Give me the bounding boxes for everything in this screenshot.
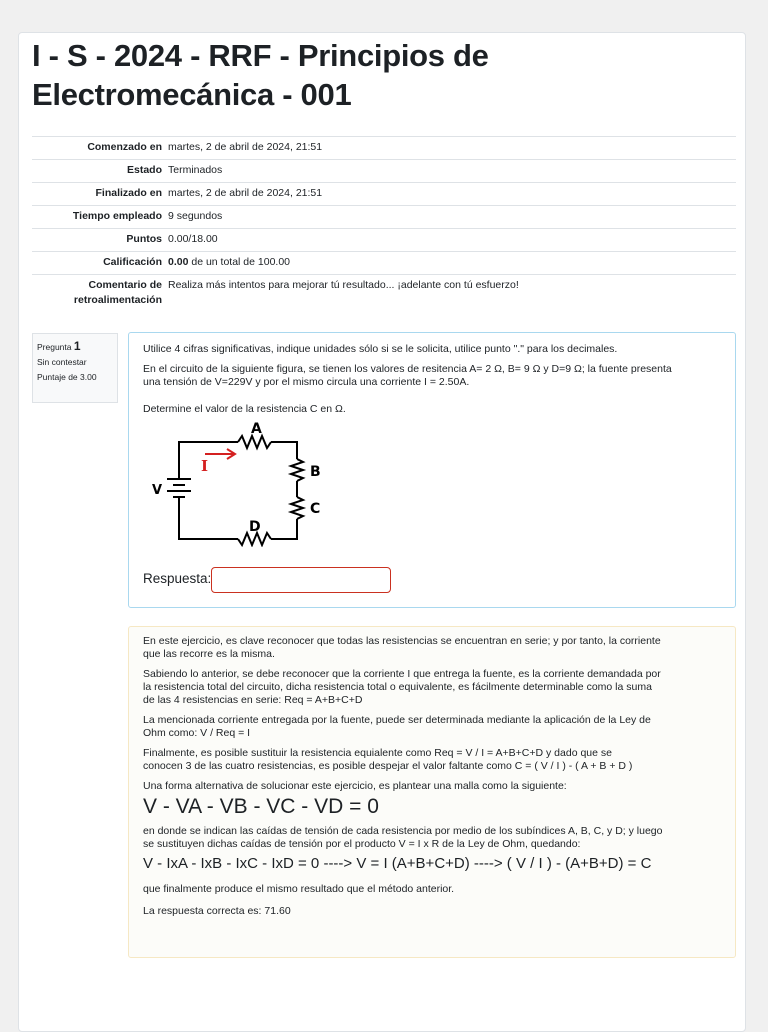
question-label: Pregunta bbox=[37, 342, 72, 352]
question-content bbox=[128, 332, 736, 608]
summary-label-line: retroalimentación bbox=[73, 294, 162, 306]
answer-input[interactable] bbox=[211, 567, 391, 593]
feedback-line: Ohm como: V / Req = I bbox=[143, 727, 251, 739]
label-c: C bbox=[310, 501, 321, 517]
current-arrow bbox=[205, 449, 235, 459]
feedback-line: Finalmente, es posible sustituir la resistencia equialente como Req = V / I = A+B+C+D y dado que se bbox=[143, 747, 612, 759]
grade-value: 0.00 bbox=[168, 256, 189, 268]
wire-left-top bbox=[179, 442, 238, 479]
summary-label: Tiempo empleado bbox=[32, 206, 168, 229]
circuit-wires bbox=[167, 436, 303, 545]
summary-value: Realiza más intentos para mejorar tú resultado... ¡adelante con tú esfuerzo! bbox=[168, 275, 736, 313]
resistor-a bbox=[238, 436, 271, 448]
label-a: A bbox=[251, 421, 262, 437]
summary-value: 0.00/18.00 bbox=[168, 229, 736, 252]
ohm-equation: V - IxA - IxB - IxC - IxD = 0 ----> V = I (A+B+C+D) ----> ( V / I ) - (A+B+D) = C bbox=[143, 855, 652, 872]
circuit-diagram bbox=[143, 417, 333, 547]
correct-answer: La respuesta correcta es: 71.60 bbox=[143, 905, 291, 917]
feedback-line: se sustituyen dichas caídas de tensión por el producto V = I x R de la Ley de Ohm, quedando: bbox=[143, 838, 581, 850]
grade-total: de un total de 100.00 bbox=[188, 256, 291, 268]
wire-bottom-left bbox=[179, 501, 238, 539]
question-score: Puntaje de 3.00 bbox=[37, 372, 97, 382]
feedback-line: en donde se indican las caídas de tensión de cada resistencia por medio de los subíndices A, B, C, y D; y luego bbox=[143, 825, 663, 837]
summary-label: Estado bbox=[32, 160, 168, 183]
summary-row-started bbox=[32, 137, 736, 160]
question-info bbox=[32, 333, 118, 403]
wire-top-right bbox=[271, 442, 297, 459]
question-prompt: Determine el valor de la resistencia C en Ω. bbox=[143, 403, 346, 415]
feedback-line: que las recorre es la misma. bbox=[143, 648, 275, 660]
feedback-line: la resistencia total del circuito, dicha resistencia total o equivalente, es fácilmente determinable como la suma bbox=[143, 681, 652, 693]
question-number bbox=[37, 339, 113, 355]
wire-bottom-right bbox=[271, 519, 297, 539]
summary-value: 9 segundos bbox=[168, 206, 736, 229]
summary-label bbox=[32, 275, 168, 313]
feedback-line: de las 4 resistencias en serie: Req = A+B+C+D bbox=[143, 694, 363, 706]
summary-label: Comenzado en bbox=[32, 137, 168, 160]
label-i: I bbox=[201, 457, 209, 475]
general-feedback bbox=[128, 626, 736, 958]
summary-row-finished bbox=[32, 183, 736, 206]
feedback-line: En este ejercicio, es clave reconocer que todas las resistencias se encuentran en serie; y por tanto, la corriente bbox=[143, 635, 661, 647]
summary-label-line: Comentario de bbox=[88, 279, 162, 291]
resistor-b bbox=[291, 459, 303, 481]
summary-label: Puntos bbox=[32, 229, 168, 252]
label-d: D bbox=[249, 519, 261, 535]
label-b: B bbox=[310, 464, 321, 480]
summary-value: Terminados bbox=[168, 160, 736, 183]
feedback-line: La mencionada corriente entregada por la fuente, puede ser determinada mediante la aplicación de la Ley de bbox=[143, 714, 651, 726]
summary-row-grade bbox=[32, 252, 736, 275]
summary-value: martes, 2 de abril de 2024, 21:51 bbox=[168, 183, 736, 206]
mesh-equation: V - VA - VB - VC - VD = 0 bbox=[143, 795, 379, 818]
resistor-c bbox=[291, 497, 303, 519]
summary-row-feedback bbox=[32, 275, 736, 313]
question-text-line: En el circuito de la siguiente figura, se tienen los valores de resitencia A= 2 Ω, B= 9 Ω y D=9 Ω; la fuente presenta bbox=[143, 363, 672, 375]
feedback-line: conocen 3 de las cuatro resistencias, es posible despejar el valor faltante como C = ( V / I ) - ( A + B + D ) bbox=[143, 760, 633, 772]
question-number-value: 1 bbox=[73, 339, 81, 353]
question-status: Sin contestar bbox=[37, 357, 87, 367]
summary-value: martes, 2 de abril de 2024, 21:51 bbox=[168, 137, 736, 160]
label-v: V bbox=[152, 483, 163, 498]
answer-label: Respuesta: bbox=[143, 571, 212, 586]
summary-row-state bbox=[32, 160, 736, 183]
feedback-line: Sabiendo lo anterior, se debe reconocer que la corriente I que entrega la fuente, es la corriente demandada por bbox=[143, 668, 661, 680]
summary-row-time bbox=[32, 206, 736, 229]
question-instructions: Utilice 4 cifras significativas, indique unidades sólo si se le solicita, utilice punto "." para los decimales. bbox=[143, 343, 618, 355]
feedback-line: Una forma alternativa de solucionar este ejercicio, es plantear una malla como la siguiente: bbox=[143, 780, 567, 792]
summary-label: Calificación bbox=[32, 252, 168, 275]
summary-row-points bbox=[32, 229, 736, 252]
attempt-summary-table bbox=[32, 136, 736, 312]
feedback-line: que finalmente produce el mismo resultado que el método anterior. bbox=[143, 883, 455, 895]
question-text-line: una tensión de V=229V y por el mismo circula una corriente I = 2.50A. bbox=[143, 376, 470, 388]
summary-value bbox=[168, 252, 736, 275]
page-title: I - S - 2024 - RRF - Principios de Electromecánica - 001 bbox=[32, 38, 489, 112]
summary-label: Finalizado en bbox=[32, 183, 168, 206]
